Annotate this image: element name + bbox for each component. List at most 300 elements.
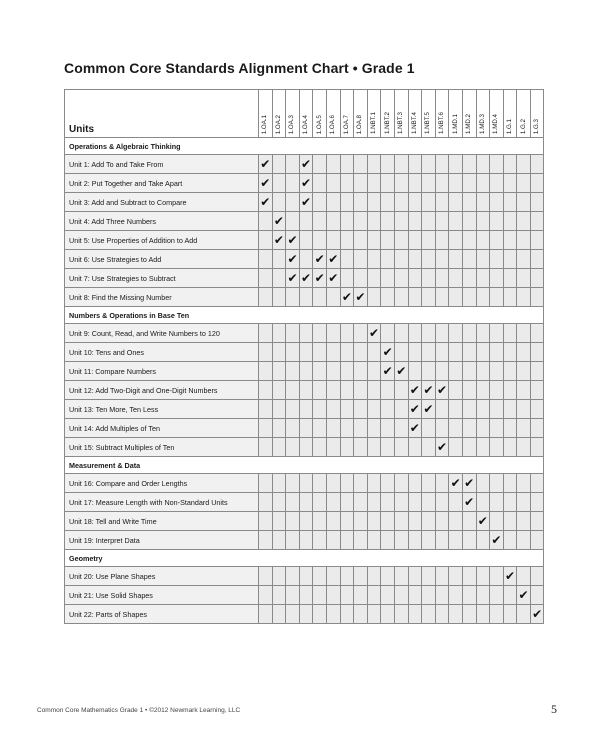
alignment-cell	[367, 324, 381, 343]
alignment-cell	[435, 586, 449, 605]
alignment-cell	[354, 493, 368, 512]
alignment-cell	[503, 362, 517, 381]
alignment-cell	[354, 381, 368, 400]
alignment-cell	[462, 531, 476, 550]
alignment-cell	[313, 288, 327, 307]
alignment-cell	[408, 438, 422, 457]
alignment-cell	[326, 567, 340, 586]
alignment-cell	[449, 174, 463, 193]
alignment-cell	[272, 212, 286, 231]
alignment-cell	[476, 324, 490, 343]
alignment-cell	[435, 231, 449, 250]
alignment-cell	[462, 381, 476, 400]
alignment-cell	[435, 512, 449, 531]
alignment-cell	[462, 231, 476, 250]
alignment-cell	[299, 174, 313, 193]
table-row	[65, 419, 544, 438]
alignment-cell	[326, 155, 340, 174]
alignment-cell	[286, 531, 300, 550]
alignment-cell	[462, 193, 476, 212]
table-row	[65, 212, 544, 231]
alignment-cell	[530, 269, 544, 288]
section-heading: Geometry	[65, 550, 544, 567]
table-row	[65, 324, 544, 343]
alignment-cell	[490, 174, 504, 193]
alignment-cell	[503, 605, 517, 624]
alignment-cell	[272, 174, 286, 193]
alignment-cell	[259, 269, 273, 288]
alignment-cell	[381, 381, 395, 400]
alignment-cell	[286, 605, 300, 624]
alignment-cell	[530, 174, 544, 193]
alignment-cell	[530, 155, 544, 174]
alignment-cell	[326, 362, 340, 381]
alignment-cell	[367, 362, 381, 381]
alignment-cell	[381, 269, 395, 288]
alignment-cell	[367, 474, 381, 493]
checkmark-icon: ✔	[273, 214, 284, 228]
alignment-cell	[517, 586, 531, 605]
alignment-cell	[490, 288, 504, 307]
alignment-cell	[449, 362, 463, 381]
alignment-cell	[299, 343, 313, 362]
alignment-cell	[354, 438, 368, 457]
alignment-cell	[435, 362, 449, 381]
alignment-cell	[476, 269, 490, 288]
alignment-cell	[354, 400, 368, 419]
alignment-cell	[367, 531, 381, 550]
alignment-cell	[422, 605, 436, 624]
alignment-cell	[449, 193, 463, 212]
alignment-cell	[435, 381, 449, 400]
alignment-cell	[449, 288, 463, 307]
alignment-cell	[490, 193, 504, 212]
alignment-cell	[286, 438, 300, 457]
alignment-cell	[259, 400, 273, 419]
alignment-cell	[381, 567, 395, 586]
unit-name: Unit 14: Add Multiples of Ten	[65, 419, 259, 438]
alignment-cell	[449, 231, 463, 250]
alignment-cell	[517, 531, 531, 550]
alignment-cell	[476, 343, 490, 362]
alignment-cell	[367, 212, 381, 231]
alignment-cell	[517, 419, 531, 438]
alignment-cell	[313, 231, 327, 250]
alignment-cell	[367, 567, 381, 586]
alignment-cell	[340, 400, 354, 419]
checkmark-icon: ✔	[328, 252, 339, 266]
checkmark-icon: ✔	[423, 402, 434, 416]
alignment-cell	[381, 474, 395, 493]
alignment-cell	[259, 438, 273, 457]
unit-name: Unit 22: Parts of Shapes	[65, 605, 259, 624]
checkmark-icon: ✔	[409, 402, 420, 416]
checkmark-icon: ✔	[464, 495, 475, 509]
alignment-cell	[462, 474, 476, 493]
standard-header	[272, 90, 286, 138]
alignment-cell	[272, 567, 286, 586]
table-row	[65, 567, 544, 586]
alignment-cell	[394, 343, 408, 362]
alignment-cell	[354, 531, 368, 550]
alignment-cell	[299, 212, 313, 231]
alignment-cell	[259, 362, 273, 381]
alignment-cell	[435, 493, 449, 512]
alignment-cell	[286, 343, 300, 362]
alignment-cell	[449, 493, 463, 512]
standard-label: 1.OA.4	[301, 114, 309, 134]
alignment-cell	[530, 231, 544, 250]
alignment-cell	[259, 493, 273, 512]
alignment-cell	[354, 586, 368, 605]
standard-label: 1.MD.4	[492, 114, 500, 134]
standard-header	[299, 90, 313, 138]
alignment-cell	[422, 269, 436, 288]
alignment-cell	[340, 343, 354, 362]
alignment-cell	[381, 193, 395, 212]
alignment-cell	[259, 343, 273, 362]
standard-label: 1.OA.3	[288, 114, 296, 134]
alignment-cell	[313, 193, 327, 212]
alignment-cell	[476, 493, 490, 512]
alignment-cell	[422, 324, 436, 343]
alignment-cell	[394, 567, 408, 586]
section-row	[65, 457, 544, 474]
section-heading: Operations & Algebraic Thinking	[65, 138, 544, 155]
alignment-cell	[408, 474, 422, 493]
alignment-cell	[313, 605, 327, 624]
checkmark-icon: ✔	[504, 569, 516, 583]
alignment-cell	[394, 531, 408, 550]
table-row	[65, 381, 544, 400]
alignment-cell	[259, 567, 273, 586]
alignment-cell	[381, 250, 395, 269]
alignment-cell	[449, 605, 463, 624]
alignment-cell	[394, 474, 408, 493]
alignment-cell	[326, 381, 340, 400]
alignment-cell	[367, 288, 381, 307]
alignment-cell	[394, 419, 408, 438]
standard-header	[326, 90, 340, 138]
alignment-cell	[326, 493, 340, 512]
alignment-cell	[422, 250, 436, 269]
alignment-cell	[490, 512, 504, 531]
alignment-cell	[408, 288, 422, 307]
section-heading: Measurement & Data	[65, 457, 544, 474]
standard-label: 1.NBT.6	[437, 111, 445, 134]
alignment-cell	[490, 231, 504, 250]
alignment-cell	[394, 250, 408, 269]
unit-name: Unit 6: Use Strategies to Add	[65, 250, 259, 269]
alignment-cell	[381, 288, 395, 307]
alignment-cell	[326, 605, 340, 624]
alignment-cell	[394, 362, 408, 381]
alignment-cell	[286, 193, 300, 212]
checkmark-icon: ✔	[328, 271, 339, 285]
unit-name: Unit 17: Measure Length with Non-Standard Units	[65, 493, 259, 512]
table-row	[65, 231, 544, 250]
alignment-cell	[340, 174, 354, 193]
alignment-cell	[449, 512, 463, 531]
alignment-cell	[449, 400, 463, 419]
alignment-cell	[408, 400, 422, 419]
alignment-cell	[422, 193, 436, 212]
alignment-cell	[299, 586, 313, 605]
alignment-cell	[462, 288, 476, 307]
alignment-cell	[313, 531, 327, 550]
alignment-cell	[313, 212, 327, 231]
alignment-cell	[503, 324, 517, 343]
alignment-cell	[354, 567, 368, 586]
alignment-cell	[340, 212, 354, 231]
alignment-cell	[408, 381, 422, 400]
alignment-cell	[503, 531, 517, 550]
alignment-cell	[259, 474, 273, 493]
alignment-cell	[394, 400, 408, 419]
alignment-cell	[476, 193, 490, 212]
unit-name: Unit 13: Ten More, Ten Less	[65, 400, 259, 419]
alignment-cell	[286, 212, 300, 231]
alignment-cell	[340, 605, 354, 624]
alignment-cell	[340, 474, 354, 493]
alignment-cell	[367, 438, 381, 457]
alignment-cell	[530, 381, 544, 400]
alignment-cell	[340, 567, 354, 586]
alignment-cell	[517, 438, 531, 457]
checkmark-icon: ✔	[287, 233, 298, 247]
alignment-cell	[435, 438, 449, 457]
alignment-cell	[408, 567, 422, 586]
checkmark-icon: ✔	[314, 271, 325, 285]
standard-label: 1.OA.7	[342, 114, 350, 134]
standard-label: 1.G.2	[519, 118, 527, 134]
alignment-cell	[326, 269, 340, 288]
alignment-cell	[367, 586, 381, 605]
unit-name: Unit 5: Use Properties of Addition to Add	[65, 231, 259, 250]
alignment-cell	[476, 586, 490, 605]
alignment-cell	[517, 155, 531, 174]
alignment-cell	[422, 531, 436, 550]
unit-name: Unit 21: Use Solid Shapes	[65, 586, 259, 605]
alignment-cell	[503, 343, 517, 362]
table-row	[65, 269, 544, 288]
unit-name: Unit 20: Use Plane Shapes	[65, 567, 259, 586]
checkmark-icon: ✔	[301, 195, 312, 209]
alignment-cell	[476, 419, 490, 438]
alignment-cell	[517, 174, 531, 193]
alignment-cell	[313, 586, 327, 605]
alignment-cell	[313, 474, 327, 493]
alignment-cell	[435, 193, 449, 212]
standard-header	[381, 90, 395, 138]
alignment-cell	[408, 493, 422, 512]
alignment-cell	[503, 512, 517, 531]
section-heading: Numbers & Operations in Base Ten	[65, 307, 544, 324]
alignment-cell	[272, 269, 286, 288]
alignment-cell	[530, 586, 544, 605]
alignment-cell	[517, 362, 531, 381]
alignment-cell	[462, 212, 476, 231]
unit-name: Unit 7: Use Strategies to Subtract	[65, 269, 259, 288]
alignment-cell	[354, 155, 368, 174]
alignment-cell	[503, 288, 517, 307]
alignment-cell	[408, 231, 422, 250]
alignment-cell	[272, 438, 286, 457]
checkmark-icon: ✔	[382, 345, 393, 359]
alignment-cell	[394, 512, 408, 531]
alignment-cell	[326, 212, 340, 231]
alignment-cell	[435, 288, 449, 307]
standard-label: 1.NBT.5	[424, 111, 432, 134]
alignment-cell	[286, 400, 300, 419]
alignment-cell	[530, 362, 544, 381]
alignment-cell	[326, 324, 340, 343]
checkmark-icon: ✔	[436, 383, 448, 397]
alignment-cell	[354, 324, 368, 343]
alignment-cell	[462, 419, 476, 438]
alignment-cell	[422, 231, 436, 250]
alignment-cell	[272, 231, 286, 250]
standard-label: 1.G.1	[505, 118, 513, 134]
alignment-cell	[490, 381, 504, 400]
alignment-cell	[476, 381, 490, 400]
alignment-cell	[286, 512, 300, 531]
section-row	[65, 550, 544, 567]
alignment-cell	[286, 381, 300, 400]
alignment-cell	[490, 324, 504, 343]
standard-header	[259, 90, 273, 138]
alignment-cell	[340, 419, 354, 438]
alignment-cell	[381, 324, 395, 343]
alignment-cell	[435, 531, 449, 550]
table-row	[65, 586, 544, 605]
alignment-cell	[340, 193, 354, 212]
alignment-cell	[272, 512, 286, 531]
alignment-cell	[272, 250, 286, 269]
alignment-cell	[286, 155, 300, 174]
alignment-cell	[286, 586, 300, 605]
alignment-cell	[517, 343, 531, 362]
alignment-cell	[530, 567, 544, 586]
standard-header	[367, 90, 381, 138]
section-row	[65, 307, 544, 324]
alignment-cell	[272, 493, 286, 512]
alignment-cell	[422, 438, 436, 457]
alignment-cell	[354, 362, 368, 381]
unit-name: Unit 11: Compare Numbers	[65, 362, 259, 381]
checkmark-icon: ✔	[287, 252, 298, 266]
alignment-cell	[326, 193, 340, 212]
alignment-cell	[422, 362, 436, 381]
alignment-cell	[394, 174, 408, 193]
checkmark-icon: ✔	[532, 607, 543, 621]
checkmark-icon: ✔	[301, 271, 312, 285]
alignment-cell	[354, 250, 368, 269]
alignment-cell	[299, 493, 313, 512]
alignment-cell	[476, 250, 490, 269]
alignment-cell	[462, 362, 476, 381]
alignment-cell	[394, 193, 408, 212]
alignment-cell	[408, 212, 422, 231]
alignment-cell	[354, 343, 368, 362]
standard-header	[313, 90, 327, 138]
alignment-cell	[272, 381, 286, 400]
alignment-cell	[367, 269, 381, 288]
alignment-cell	[326, 343, 340, 362]
alignment-cell	[367, 250, 381, 269]
alignment-cell	[517, 288, 531, 307]
alignment-cell	[490, 419, 504, 438]
alignment-cell	[259, 288, 273, 307]
alignment-cell	[367, 155, 381, 174]
checkmark-icon: ✔	[450, 476, 461, 490]
alignment-cell	[272, 288, 286, 307]
alignment-cell	[354, 512, 368, 531]
alignment-cell	[530, 512, 544, 531]
alignment-cell	[530, 493, 544, 512]
alignment-cell	[299, 269, 313, 288]
alignment-cell	[462, 250, 476, 269]
alignment-cell	[530, 419, 544, 438]
alignment-cell	[354, 474, 368, 493]
alignment-cell	[381, 155, 395, 174]
page-title: Common Core Standards Alignment Chart • Grade 1	[64, 60, 415, 76]
unit-name: Unit 15: Subtract Multiples of Ten	[65, 438, 259, 457]
standard-label: 1.OA.1	[261, 114, 269, 134]
table-row	[65, 438, 544, 457]
alignment-cell	[476, 362, 490, 381]
alignment-cell	[462, 567, 476, 586]
alignment-cell	[299, 193, 313, 212]
alignment-cell	[530, 193, 544, 212]
table-row	[65, 174, 544, 193]
alignment-cell	[408, 419, 422, 438]
standard-label: 1.G.3	[533, 118, 541, 134]
alignment-cell	[313, 493, 327, 512]
alignment-cell	[503, 155, 517, 174]
alignment-cell	[367, 343, 381, 362]
alignment-cell	[503, 269, 517, 288]
alignment-cell	[517, 269, 531, 288]
checkmark-icon: ✔	[409, 421, 420, 435]
alignment-cell	[286, 567, 300, 586]
alignment-cell	[530, 474, 544, 493]
alignment-cell	[299, 605, 313, 624]
alignment-cell	[476, 567, 490, 586]
alignment-cell	[530, 400, 544, 419]
alignment-cell	[299, 155, 313, 174]
alignment-cell	[408, 174, 422, 193]
alignment-cell	[381, 512, 395, 531]
alignment-cell	[340, 324, 354, 343]
checkmark-icon: ✔	[341, 290, 352, 304]
alignment-cell	[259, 250, 273, 269]
alignment-cell	[490, 567, 504, 586]
alignment-cell	[313, 438, 327, 457]
standard-label: 1.NBT.1	[369, 111, 377, 134]
alignment-cell	[462, 324, 476, 343]
alignment-cell	[490, 474, 504, 493]
alignment-cell	[313, 324, 327, 343]
alignment-cell	[449, 324, 463, 343]
unit-name: Unit 3: Add and Subtract to Compare	[65, 193, 259, 212]
alignment-cell	[476, 231, 490, 250]
unit-name: Unit 19: Interpret Data	[65, 531, 259, 550]
alignment-cell	[299, 512, 313, 531]
alignment-cell	[367, 419, 381, 438]
alignment-cell	[490, 586, 504, 605]
alignment-cell	[462, 400, 476, 419]
